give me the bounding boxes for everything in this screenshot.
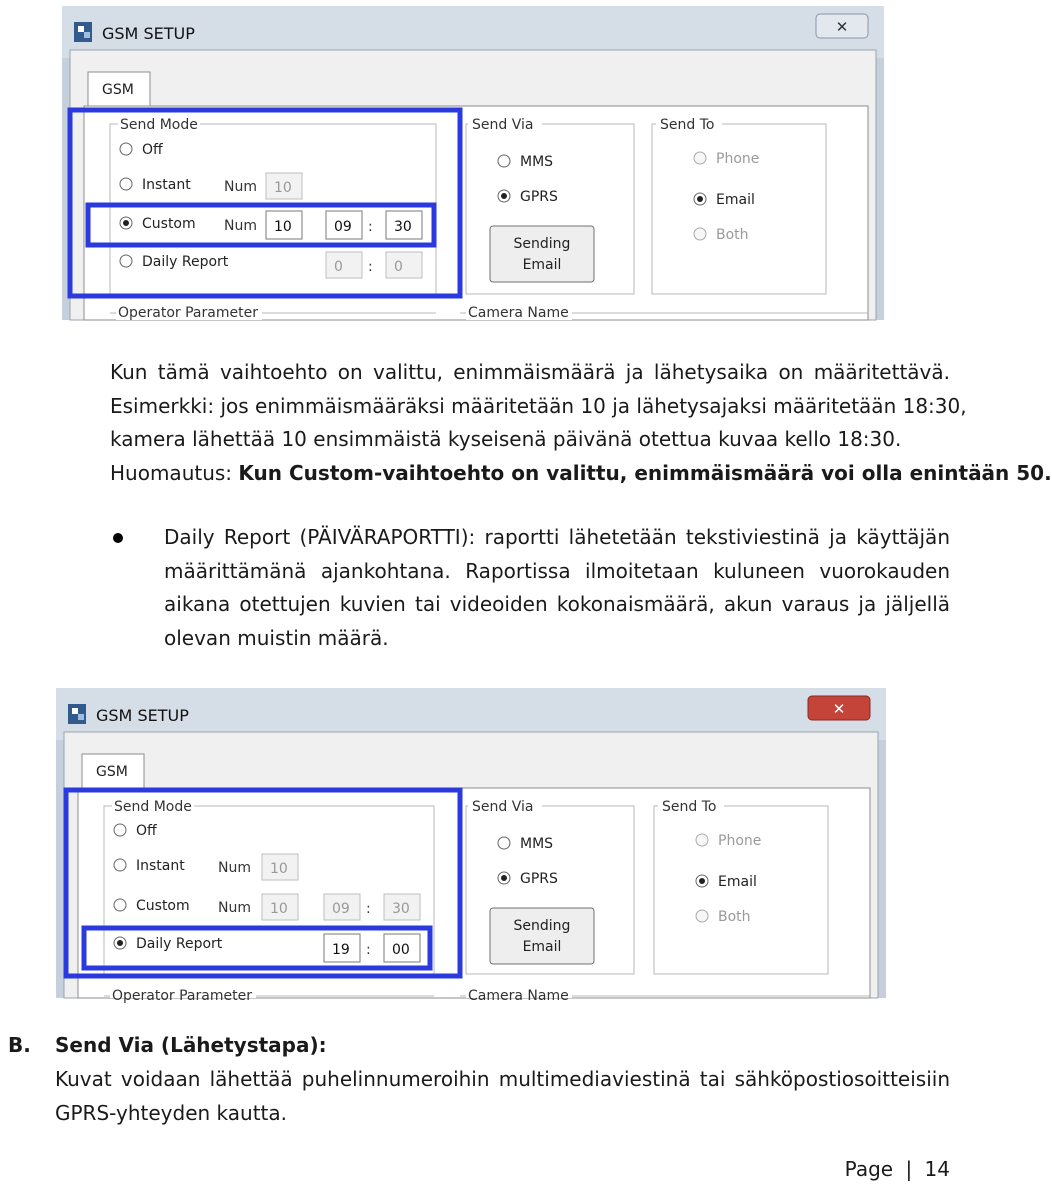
svg-text::: :	[366, 901, 371, 917]
radio-both[interactable]	[694, 228, 706, 240]
svg-text:GSM: GSM	[96, 764, 128, 780]
radio-off[interactable]	[120, 143, 132, 155]
svg-text:19: 19	[332, 942, 350, 958]
send-mode-label: Send Mode	[120, 117, 198, 133]
svg-text:0: 0	[394, 259, 403, 275]
radio-daily-label: Daily Report	[136, 936, 223, 952]
svg-text:10: 10	[274, 180, 292, 196]
instant-num-label: Num	[224, 179, 257, 195]
tab-panel	[84, 106, 868, 320]
send-via-label: Send Via	[472, 117, 534, 133]
radio-instant[interactable]	[120, 178, 132, 190]
app-icon	[68, 704, 86, 724]
text-line: määrittämänä ajankohtana. Raportissa ilmoitetaan kuluneen vuorokauden	[164, 558, 950, 583]
svg-text:Sending: Sending	[513, 918, 571, 934]
radio-phone-label: Phone	[718, 833, 762, 849]
close-button[interactable]	[816, 14, 868, 38]
radio-phone[interactable]	[696, 834, 708, 846]
radio-both[interactable]	[696, 910, 708, 922]
svg-text:Email: Email	[522, 939, 562, 955]
radio-instant[interactable]	[114, 859, 126, 871]
svg-text:10: 10	[274, 219, 292, 235]
text-line: GPRS-yhteyden kautta.	[55, 1100, 288, 1125]
svg-text:Email: Email	[522, 257, 562, 273]
svg-text:00: 00	[392, 942, 410, 958]
bullet-dot	[113, 533, 123, 543]
close-icon: ✕	[835, 18, 849, 36]
radio-instant-label: Instant	[142, 177, 191, 193]
custom-num-label: Num	[224, 218, 257, 234]
section-b-title-text: Send Via (Lähetystapa):	[55, 1033, 327, 1057]
svg-text::: :	[366, 942, 371, 958]
gsm-setup-screenshot-custom	[62, 6, 884, 320]
radio-off-label: Off	[136, 823, 157, 839]
daily-hour-input[interactable]	[326, 252, 362, 278]
svg-text:09: 09	[332, 901, 350, 917]
camera-name-label: Camera Name	[468, 988, 569, 1004]
radio-phone[interactable]	[694, 152, 706, 164]
send-mode-label: Send Mode	[114, 799, 192, 815]
note-label: Huomautus:	[110, 460, 239, 485]
svg-text:30: 30	[392, 901, 410, 917]
page-footer	[845, 1157, 950, 1181]
page-label: Page	[844, 1157, 894, 1181]
custom-description	[110, 356, 1052, 490]
svg-text:30: 30	[394, 219, 412, 235]
close-icon: ✕	[832, 700, 846, 718]
tab-gsm[interactable]	[88, 72, 150, 106]
operator-parameter-label: Operator Parameter	[118, 305, 258, 321]
camera-name-label: Camera Name	[468, 305, 569, 321]
text-line: olevan muistin määrä.	[164, 625, 389, 650]
svg-text:0: 0	[334, 259, 343, 275]
daily-report-description	[164, 521, 950, 655]
svg-text:09: 09	[334, 219, 352, 235]
svg-text:GSM: GSM	[102, 82, 134, 98]
radio-off[interactable]	[114, 824, 126, 836]
gsm-setup-screenshot-daily-report	[56, 688, 886, 1004]
radio-daily-label: Daily Report	[142, 254, 229, 270]
radio-phone-label: Phone	[716, 151, 760, 167]
radio-mms-label: MMS	[520, 836, 554, 852]
radio-instant-label: Instant	[136, 858, 185, 874]
text-line: kamera lähettää 10 ensimmäistä kyseisenä päivänä otettua kuvaa kello 18:30.	[110, 427, 902, 451]
text-line: aikana otettujen kuvien tai videoiden kokonaismäärä, akun varaus ja jäljellä	[164, 592, 950, 616]
radio-mms-label: MMS	[520, 154, 554, 170]
section-b-heading	[8, 1033, 31, 1057]
tab-gsm[interactable]	[82, 754, 144, 788]
custom-num-label: Num	[218, 900, 251, 916]
text-line: Kun tämä vaihtoehto on valittu, enimmäismäärä ja lähetysaika on määritettävä.	[110, 360, 950, 384]
radio-mms[interactable]	[498, 837, 510, 849]
window-title: GSM SETUP	[102, 24, 195, 43]
operator-parameter-label: Operator Parameter	[112, 988, 252, 1004]
section-b-title	[55, 1033, 327, 1057]
page-separator: |	[905, 1157, 913, 1181]
close-button[interactable]	[808, 696, 870, 720]
svg-text:10: 10	[270, 901, 288, 917]
send-to-label: Send To	[660, 117, 715, 133]
radio-custom-label: Custom	[136, 898, 190, 914]
window-title: GSM SETUP	[96, 706, 189, 725]
instant-num-label: Num	[218, 860, 251, 876]
text-line: Esimerkki: jos enimmäismääräksi määritetään 10 ja lähetysajaksi määritetään 18:30,	[110, 393, 967, 418]
send-via-label: Send Via	[472, 799, 534, 815]
note-text: Kun Custom-vaihtoehto on valittu, enimmäismäärä voi olla enintään 50.	[238, 460, 1052, 485]
svg-text::: :	[368, 259, 373, 275]
app-icon	[74, 22, 92, 42]
radio-both-label: Both	[716, 227, 749, 243]
radio-email-label: Email	[718, 874, 757, 890]
send-to-label: Send To	[662, 799, 717, 815]
text-line: Kuvat voidaan lähettää puhelinnumeroihin multimediaviestinä tai sähköpostiosoitteisiin	[55, 1067, 950, 1091]
radio-email-label: Email	[716, 192, 755, 208]
text-line: Daily Report (PÄIVÄRAPORTTI): raportti lähetetään tekstiviestinä ja käyttäjän	[164, 525, 950, 549]
radio-custom-label: Custom	[142, 216, 196, 232]
radio-off-label: Off	[142, 142, 163, 158]
page-number: 14	[924, 1157, 950, 1181]
radio-both-label: Both	[718, 909, 751, 925]
svg-text:10: 10	[270, 861, 288, 877]
note-line	[110, 457, 1052, 491]
section-b-letter: B.	[8, 1033, 31, 1057]
radio-gprs-label: GPRS	[520, 189, 558, 205]
svg-text:Sending: Sending	[513, 236, 571, 252]
radio-gprs-label: GPRS	[520, 871, 558, 887]
sending-email-button[interactable]	[490, 908, 594, 964]
radio-mms[interactable]	[498, 155, 510, 167]
section-b-body	[55, 1063, 950, 1130]
daily-minute-input[interactable]	[386, 252, 422, 278]
radio-daily-report[interactable]	[120, 255, 132, 267]
radio-custom[interactable]	[114, 899, 126, 911]
svg-text::: :	[368, 219, 373, 235]
sending-email-button[interactable]	[490, 226, 594, 282]
